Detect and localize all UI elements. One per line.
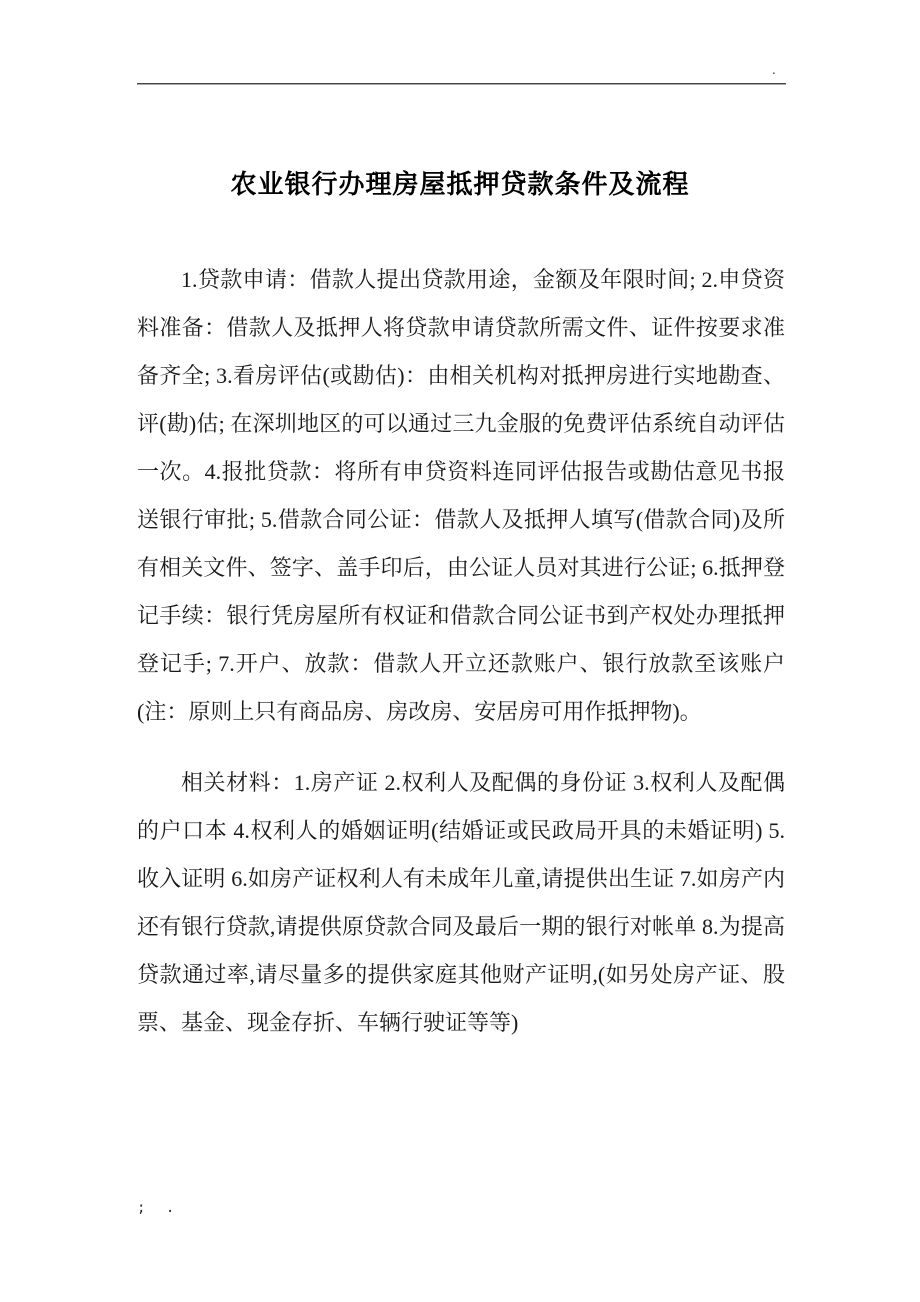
body-paragraph-loan-process: 1.贷款申请：借款人提出贷款用途，金额及年限时间; 2.申贷资料准备：借款人及抵押人将贷款申请贷款所需文件、证件按要求准备齐全; 3.看房评估(或勘估)：由相关机构对抵押房进行实地勘查、评(勘)估; 在深圳地区的可以通过三九金服的免费评估系统自动评估一次。4.报批贷款：将所有申贷资料连同评估报告或勘估意见书报送银行审批; 5.借款合同公证：借款人及抵押人填写(借款合同)及所有相关文件、签字、盖手印后，由公证人员对其进行公证; 6.抵押登记手续：银行凭房屋所有权证和借款合同公证书到产权处办理抵押登记手; 7.开户、放款：借款人开立还款账户、银行放款至该账户(注：原则上只有商品房、房改房、安居房可用作抵押物)。 <box>137 267 785 724</box>
body-paragraph-required-materials: 相关材料：1.房产证 2.权利人及配偶的身份证 3.权利人及配偶的户口本 4.权利人的婚姻证明(结婚证或民政局开具的未婚证明) 5.收入证明 6.如房产证权利人有未成年儿童,请提供出生证 7.如房产内还有银行贷款,请提供原贷款合同及最后一期的银行对帐单 8.为提高贷款通过率,请尽量多的提供家庭其他财产证明,(如另处房产证、股票、基金、现金存折、车辆行驶证等等) <box>137 770 785 1035</box>
document-title: 农业银行办理房屋抵押贷款条件及流程 <box>230 169 690 199</box>
header-rule <box>137 83 786 85</box>
header-dot-mark: . <box>772 63 776 77</box>
document-body <box>137 256 785 1047</box>
footer-mark: ; . <box>137 1200 181 1216</box>
